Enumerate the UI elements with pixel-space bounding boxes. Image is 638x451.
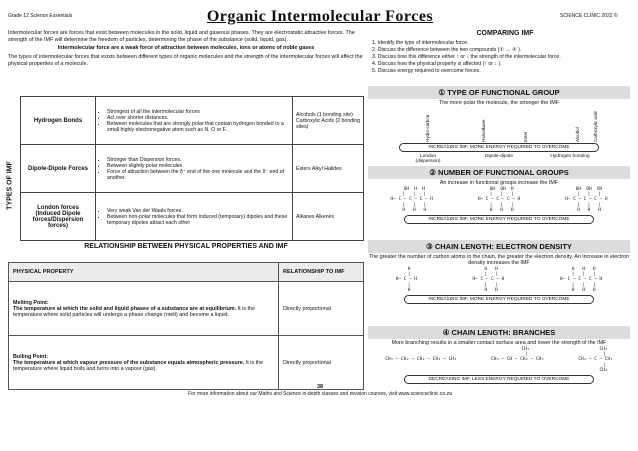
- section-title: ① TYPE OF FUNCTIONAL GROUP: [368, 86, 630, 99]
- structure-diagram: OH H H | | | H— C — C — C — H | | | H H H: [390, 187, 433, 213]
- section-subtitle: An increase in functional groups increase the IMF: [439, 180, 559, 186]
- property-relation: Directly proportional: [279, 282, 364, 336]
- types-side-label: TYPES OF IMF: [6, 161, 14, 210]
- group-label: Carboxylic acid: [593, 111, 598, 142]
- column-header: PHYSICAL PROPERTY: [9, 263, 279, 282]
- structure-diagram: H H H | | | H— C — C — C — H | | | H H H: [559, 267, 603, 293]
- scale-label: Dipole-dipole: [485, 154, 513, 159]
- type-name: London forces (Induced Dipole forces/Dispersion forces): [21, 193, 96, 241]
- table-row: [9, 336, 364, 390]
- imf-scale: [368, 154, 630, 164]
- structure-diagram: CH₃ | CH₃ — CH — CH₂ — CH₃: [491, 347, 544, 363]
- structure-row: [368, 267, 630, 293]
- section-functional-group: [368, 86, 630, 164]
- list-item: • Stronger than Dispersion forces.: [107, 157, 289, 163]
- intro-paragraph: The types of intermolecular forces that exists between different types of organic molecules and the strength of the intermolecular forces will affect the physical properties of a molecule.: [8, 53, 363, 67]
- column-header: RELATIONSHIP TO IMF: [279, 263, 364, 282]
- intro-definition: Intermolecular force are a weak force of attraction between molecules, ions or atoms of noble gases: [57, 45, 315, 52]
- section-title: ③ CHAIN LENGTH: ELECTRON DENSITY: [368, 240, 630, 253]
- table-row: [9, 282, 364, 336]
- type-name: Dipole-Dipole Forces: [21, 145, 96, 193]
- trend-pill: INCREASING IMF, MORE ENERGY REQUIRED TO OVERCOME: [399, 143, 599, 152]
- page-title: Organic Intermolecular Forces: [206, 8, 434, 25]
- list-item: • Act over shorter distances.: [107, 115, 289, 121]
- type-examples: Alkanes Alkenes: [293, 193, 364, 241]
- property-text: It is the temperature where liquid boils and turns into a vapour (gas).: [13, 359, 264, 372]
- property-text: It is the temperature where solid particles will undergo a phase change (melt) and become a liquid.: [13, 305, 256, 318]
- group-label: Ester: [523, 131, 528, 142]
- list-item: • Between slightly polar molecules.: [107, 163, 289, 169]
- trend-pill: INCREASING IMF, MORE ENERGY REQUIRED TO OVERCOME: [404, 295, 594, 304]
- section-title: ④ CHAIN LENGTH: BRANCHES: [368, 326, 630, 339]
- trend-pill: INCREASING IMF, MORE ENERGY REQUIRED TO OVERCOME: [404, 215, 594, 224]
- comparing-list: [372, 40, 634, 75]
- structure-diagram: CH₃ — CH₂ — CH₂ — CH₂ — CH₃: [385, 357, 457, 363]
- property-relation: Directly proportional: [279, 336, 364, 390]
- list-item: 4. Discuss how the physical property is affected (↑ or ↓ ).: [372, 61, 502, 67]
- scale-label: London (dispersion): [415, 154, 441, 164]
- relationship-table: [8, 262, 364, 390]
- grade-label: Grade 12 Science Essentials: [8, 13, 73, 19]
- list-item: • Very weak Van der Waals forces.: [107, 208, 289, 214]
- structure-row: [368, 187, 630, 213]
- table-header-row: [9, 263, 364, 282]
- structure-diagram: CH₃ | CH₃ — C — CH₃ | CH₃: [578, 347, 613, 373]
- property-heading: Melting Point:: [13, 299, 49, 306]
- structure-row: [368, 347, 630, 373]
- table-row: [21, 145, 364, 193]
- list-item: 3. Discuss how this difference either ↑ or ↓ the strength of the intermolecular force.: [372, 54, 561, 60]
- section-subtitle: The greater the number of carbon atoms in the chain, the greater the electron density. An increase in electron density increases the IMF: [368, 254, 630, 266]
- structure-diagram: OH OH OH | | | H— C — C — C — H | | | H H H: [565, 187, 608, 213]
- property-definition: The temperature at which the solid and liquid phases of a substance are at equilibrium.: [13, 305, 237, 312]
- comparing-title: COMPARING IMF: [476, 30, 534, 37]
- relationship-title: RELATIONSHIP BETWEEN PHYSICAL PROPERTIES AND IMF: [84, 243, 288, 250]
- table-row: [21, 193, 364, 241]
- list-item: 2. Discuss the difference between the two compounds (① → ④ ).: [372, 47, 522, 53]
- list-item: 1. Identify the type of intermolecular force.: [372, 40, 469, 46]
- section-subtitle: The more polar the molecule, the stronger the IMF: [438, 100, 560, 106]
- section-subtitle: More branching results in a smaller contact surface area and lower the strength of the IMF: [391, 340, 607, 346]
- type-examples: Esters Alkyl Halides: [293, 145, 364, 193]
- type-name: Hydrogen Bonds: [21, 97, 96, 145]
- section-chain-length: [368, 240, 630, 306]
- structure-diagram: H | H— C — H | H: [395, 267, 417, 293]
- page-number: 38: [316, 384, 324, 390]
- section-title: ② NUMBER OF FUNCTIONAL GROUPS: [368, 166, 630, 179]
- list-item: 5. Discuss energy required to overcome forces.: [372, 68, 481, 74]
- group-label: Hydro-carbon: [425, 114, 430, 142]
- structure-diagram: H H | | H— C — C — H | | H H: [472, 267, 505, 293]
- group-labels: [368, 107, 630, 141]
- type-examples: Alcohols (1 bonding site) Carboxylic Acids (2 bonding sites): [293, 97, 364, 145]
- property-heading: Boiling Point:: [13, 353, 49, 360]
- list-item: • Between molecules that are strongly polar that contain hydrogen bonded to a small highly electronegative atom such as N, O or F.: [107, 121, 289, 133]
- footer-text: For more information about our Maths and Science in-depth classes and revision courses, visit www.scienceclinic.co.za: [188, 391, 452, 397]
- structure-diagram: OH OH H | | | H— C — C — C — H | | | H H H: [477, 187, 521, 213]
- list-item: • Force of attraction between the δ⁺ end of the one molecule and the δ⁻ end of another.: [107, 169, 289, 181]
- clinic-label: SCIENCE CLINIC 2022 ©: [560, 13, 618, 19]
- intro-block: [8, 30, 364, 68]
- property-definition: The temperature at which vapour pressure of the substance equals atmospheric pressure.: [13, 359, 245, 366]
- section-number-groups: [368, 166, 630, 226]
- list-item: • Strongest of all the intermolecular forces: [107, 109, 289, 115]
- list-item: • Between non-polar molecules that form induced (temporary) dipoles and these temporary dipoles attract each other: [107, 214, 289, 226]
- group-label: Haloalkane: [481, 119, 486, 142]
- types-table: [20, 96, 364, 241]
- table-row: [21, 97, 364, 145]
- intro-paragraph: Intermolecular forces are forces that exist between molecules in the solid, liquid and gaseous phases. They are electrostatic attractive forces. The strength of the IMF will determine the freedom of particles, determining the phase of the substance (solid, liquid, gas).: [8, 30, 355, 44]
- group-label: Alcohol: [575, 127, 580, 142]
- trend-pill: DECREASING IMF, LESS ENERGY REQUIRED TO OVERCOME: [404, 375, 594, 384]
- scale-label: Hydrogen bonding: [550, 154, 590, 159]
- section-branches: [368, 326, 630, 386]
